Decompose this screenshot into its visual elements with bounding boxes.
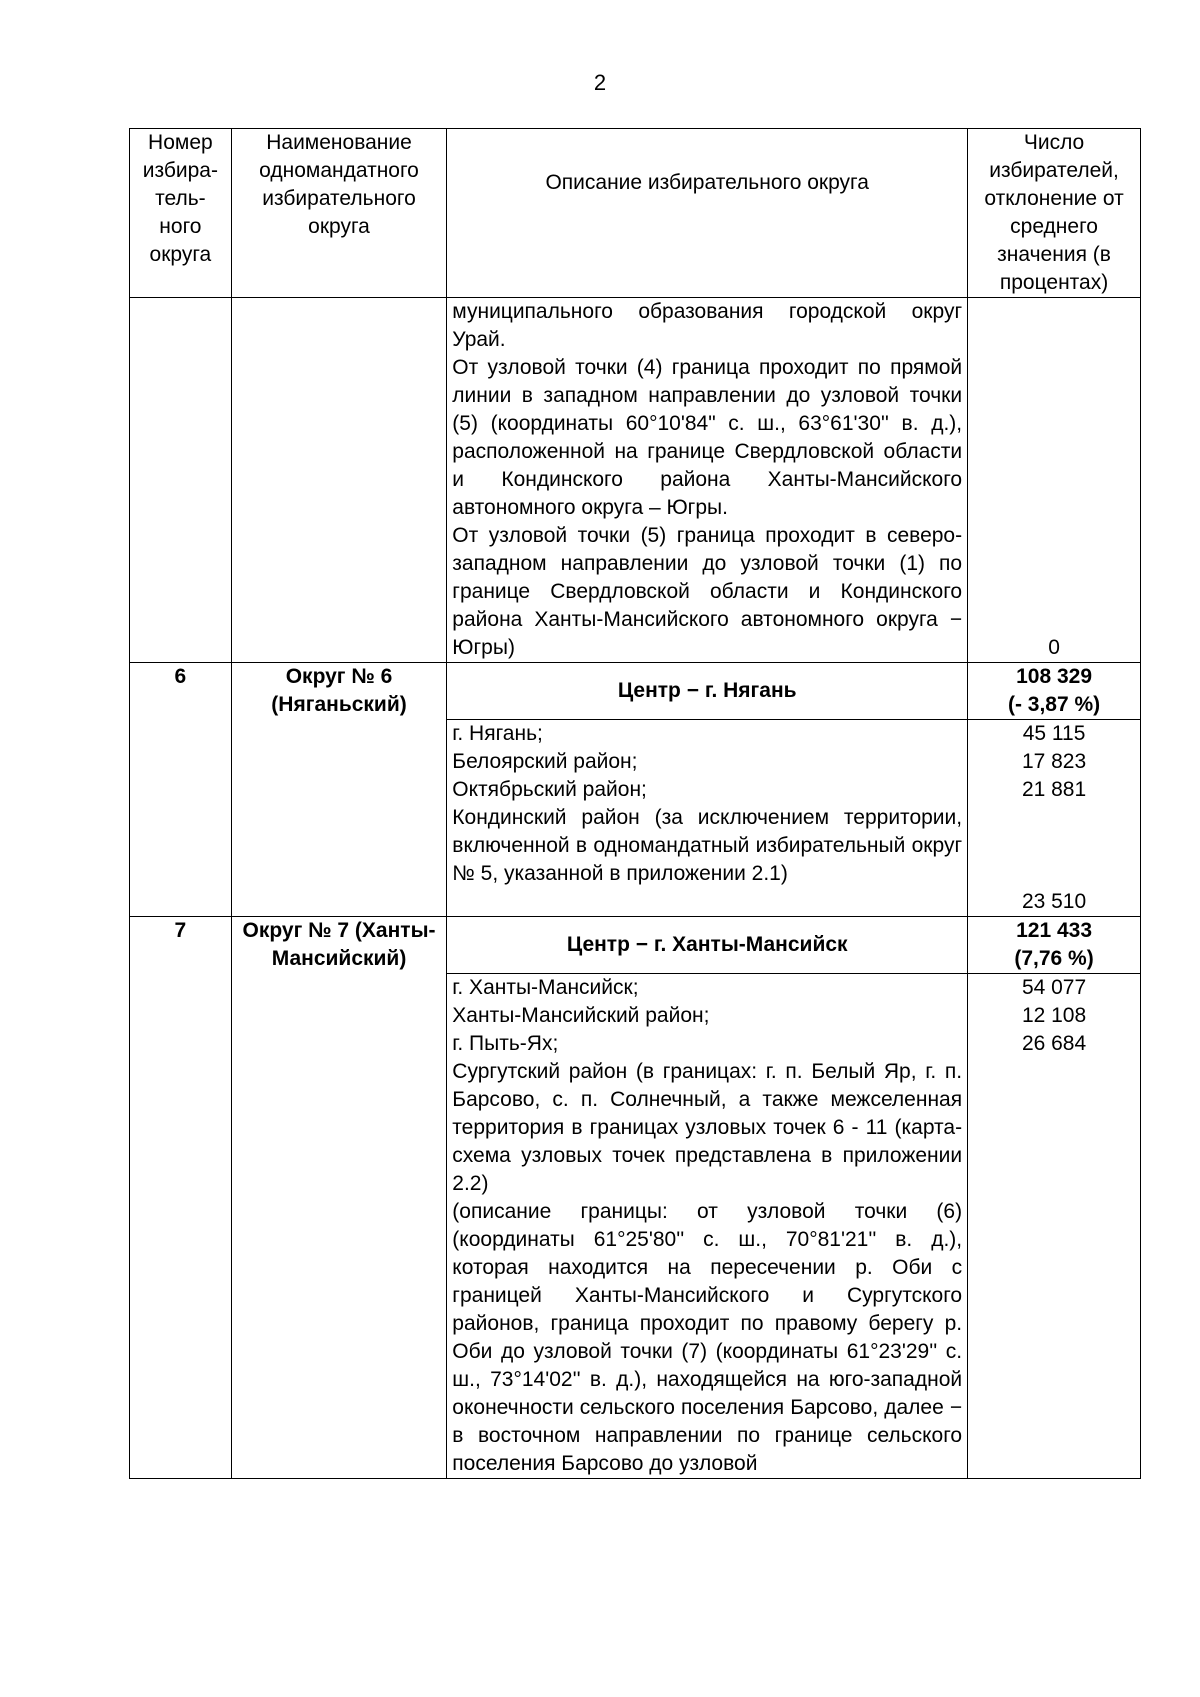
district-7-total-value: 121 433 bbox=[1016, 919, 1093, 942]
header-voter-count: Число избирателей, отклонение от среднего значения (в процентах) bbox=[968, 129, 1141, 298]
district-7-values bbox=[968, 974, 1141, 1479]
table-row-district-7-header bbox=[130, 917, 1141, 974]
paragraph: муниципального образования городской округ Урай. bbox=[452, 300, 963, 351]
district-7-name: Округ № 7 (Ханты-Мансийский) bbox=[231, 917, 447, 1479]
header-district-description: Описание избирательного округа bbox=[447, 129, 968, 298]
list-item-value: 45 115 bbox=[1022, 722, 1086, 745]
list-item: г. Ханты-Мансийск; bbox=[452, 976, 639, 999]
table-row-continuation bbox=[130, 298, 1141, 663]
district-7-total bbox=[968, 917, 1141, 974]
table-header-row bbox=[130, 129, 1141, 298]
district-7-description bbox=[447, 974, 968, 1479]
district-6-total bbox=[968, 663, 1141, 720]
districts-table bbox=[129, 128, 1141, 1479]
list-item-value: 12 108 bbox=[1021, 1004, 1087, 1027]
district-7-center: Центр − г. Ханты-Мансийск bbox=[447, 917, 968, 974]
district-7-number: 7 bbox=[130, 917, 232, 1479]
paragraph: От узловой точки (5) граница проходит в северо-западном направлении до узловой точки (1) по границе Свердловской области и Кондинского района Ханты-Мансийского автономного округа − Югры) bbox=[452, 524, 963, 659]
district-7-deviation: (7,76 %) bbox=[1014, 947, 1094, 970]
list-item: Кондинский район (за исключением территории, включенной в одномандатный избирательный округ № 5, указанной в приложении 2.1) bbox=[452, 806, 963, 885]
district-6-deviation: (- 3,87 %) bbox=[1007, 693, 1101, 716]
paragraph: (описание границы: от узловой точки (6) (координаты 61°25'80'' с. ш., 70°81'21'' в. д.), которая находится на пересечении р. Оби с границей Ханты-Мансийского и Сургутского районов, граница проходит по правому берегу р. Оби до узловой точки (7) (координаты 61°23'29'' с. ш., 73°14'02'' в. д.), находящейся на юго-западной оконечности сельского поселения Барсово, далее − в восточном направлении по границе сельского поселения Барсово до узловой bbox=[452, 1200, 963, 1475]
header-district-number: Номер избира-тель-ного округа bbox=[130, 129, 232, 298]
list-item: Белоярский район; bbox=[452, 750, 638, 773]
district-6-total-value: 108 329 bbox=[1016, 665, 1093, 688]
list-item-value: 26 684 bbox=[1021, 1032, 1087, 1055]
list-item-value: 54 077 bbox=[1021, 976, 1087, 999]
continuation-value: 0 bbox=[968, 298, 1141, 663]
district-6-center: Центр − г. Нягань bbox=[447, 663, 968, 720]
district-6-name: Округ № 6 (Няганьский) bbox=[231, 663, 447, 917]
paragraph: От узловой точки (4) граница проходит по прямой линии в западном направлении до узловой точки (5) (координаты 60°10'84" с. ш., 63°61'30'' в. д.), расположенной на границе Свердловской области и Кондинского района Ханты-Мансийского автономного округа – Югры. bbox=[452, 356, 963, 519]
page-number: 2 bbox=[593, 70, 607, 95]
list-item-value: 17 823 bbox=[1021, 750, 1087, 773]
list-item: г. Нягань; bbox=[452, 722, 543, 745]
list-item-value: 23 510 bbox=[1021, 890, 1087, 913]
district-6-description bbox=[447, 720, 968, 917]
list-item: г. Пыть-Ях; bbox=[452, 1032, 559, 1055]
list-item: Ханты-Мансийский район; bbox=[452, 1004, 710, 1027]
paragraph: Сургутский район (в границах: г. п. Белый Яр, г. п. Барсово, с. п. Солнечный, а также межселенная территория в границах узловых точек 6 - 11 (карта-схема узловых точек представлена в приложении 2.2) bbox=[452, 1060, 963, 1195]
list-item: Октябрьский район; bbox=[452, 778, 647, 801]
continuation-description bbox=[447, 298, 968, 663]
district-6-values bbox=[968, 720, 1141, 917]
header-district-name: Наименование одномандатного избирательного округа bbox=[231, 129, 447, 298]
district-6-number: 6 bbox=[130, 663, 232, 917]
list-item-value: 21 881 bbox=[1021, 778, 1087, 801]
table-row-district-6-header bbox=[130, 663, 1141, 720]
